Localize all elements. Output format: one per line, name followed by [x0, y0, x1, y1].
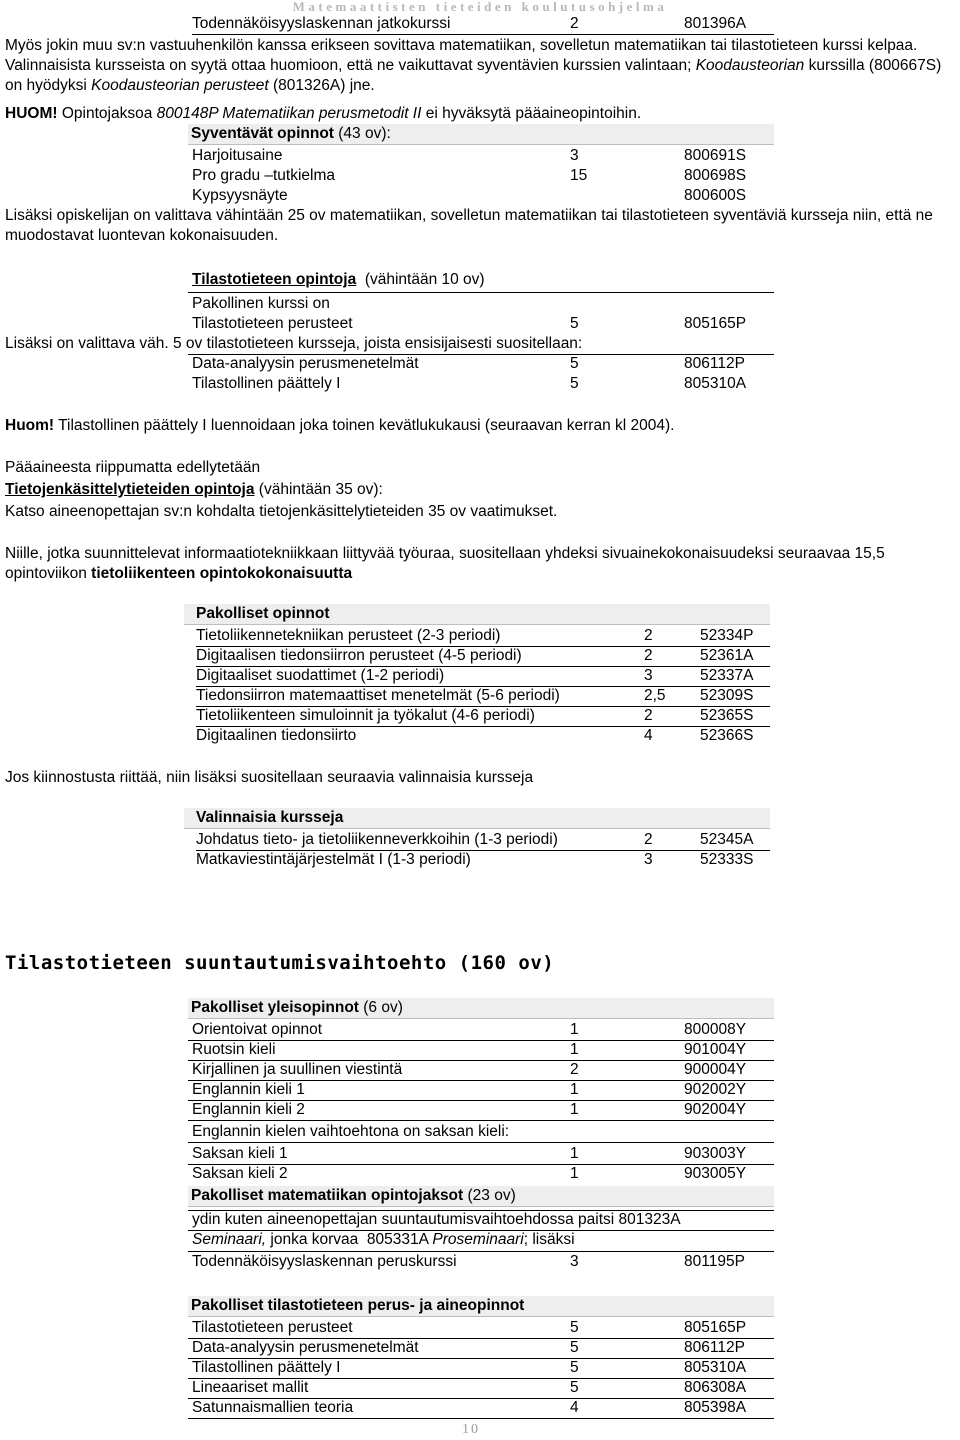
divider [188, 1060, 774, 1061]
course-name: Digitaalinen tiedonsiirto [196, 727, 357, 744]
course-code: 801396A [684, 15, 747, 32]
italic-text: Koodausteorian [695, 57, 805, 74]
paragraph-syventavat-note: Lisäksi opiskelijan on valittava vähintään 25 ov matematiikan, sovelletun matematiikan tai tilastotieteen syventäviä kursseja niin, että ne muodostavat luontevan kokonaisuuden. [5, 207, 933, 244]
course-code: 806112P [684, 355, 745, 372]
section-title-suffix: (6 ov) [358, 999, 403, 1016]
course-name: Digitaalisen tiedonsiirron perusteet (4-5 periodi) [196, 647, 522, 664]
table-row [192, 1100, 792, 1120]
section-title: Tilastotieteen opintoja [192, 271, 357, 288]
course-name: Tilastollinen päättely I [192, 375, 341, 392]
course-ov: 3 [644, 667, 653, 684]
divider [188, 1120, 774, 1121]
section-title-suffix: (vähintään 10 ov) [356, 271, 485, 288]
table-row [196, 830, 796, 850]
course-name: Data-analyysin perusmenetelmät [192, 1339, 419, 1356]
bold-text: Tietojenkäsittelytieteiden opintoja [5, 481, 255, 498]
table-row [192, 1020, 792, 1040]
course-code: 805165P [684, 1319, 747, 1336]
section-header-matematiikka [188, 1186, 774, 1207]
course-ov: 5 [570, 375, 579, 392]
course-ov: 1 [570, 1021, 579, 1038]
text: jonka korvaa 805331A [266, 1231, 433, 1248]
course-name: Satunnaismallien teoria [192, 1399, 354, 1416]
italic-text: Seminaari, [192, 1231, 267, 1248]
text-line: Englannin kielen vaihtoehtona on saksan kieli: [192, 1123, 510, 1140]
course-name: Todennäköisyyslaskennan jatkokurssi [192, 15, 451, 32]
divider [188, 1251, 774, 1252]
section-header-tilasto-aineopinnot [188, 1296, 774, 1317]
course-code: 903005Y [684, 1165, 747, 1182]
course-ov: 5 [570, 1379, 579, 1396]
text-line: Pääaineesta riippumatta edellytetään [5, 459, 261, 476]
section-header-yleisopinnot [188, 998, 774, 1019]
course-ov: 2 [644, 647, 653, 664]
course-code: 801195P [684, 1253, 745, 1270]
table-row [192, 186, 792, 206]
course-name: Tietoliikennetekniikan perusteet (2-3 periodi) [196, 627, 501, 644]
text-line: Katso aineenopettajan sv:n kohdalta tietojenkäsittelytieteiden 35 ov vaatimukset. [5, 503, 558, 520]
huom-label: HUOM! [5, 105, 58, 122]
divider [188, 1378, 774, 1379]
course-name: Tilastotieteen perusteet [192, 315, 353, 332]
course-name: Tiedonsiirron matemaattiset menetelmät (5-6 periodi) [196, 687, 560, 704]
course-name: Englannin kieli 1 [192, 1081, 305, 1098]
table-row [192, 1060, 792, 1080]
table-row [196, 646, 796, 666]
divider [196, 686, 770, 687]
course-code: 52309S [700, 687, 754, 704]
course-ov: 3 [570, 1253, 579, 1270]
course-row [192, 14, 792, 34]
course-code: 800600S [684, 187, 747, 204]
table-row [192, 314, 792, 334]
course-code: 52365S [700, 707, 754, 724]
course-ov: 4 [570, 1399, 579, 1416]
table-row [192, 1318, 792, 1338]
divider [188, 1210, 774, 1211]
text: ei hyväksytä pääaineopintoihin. [421, 105, 642, 122]
course-code: 52345A [700, 831, 754, 848]
divider [188, 1080, 774, 1081]
course-ov: 15 [570, 167, 588, 184]
course-ov: 4 [644, 727, 653, 744]
course-name: Saksan kieli 1 [192, 1145, 288, 1162]
italic-text: Proseminaari [432, 1231, 524, 1248]
course-ov: 1 [570, 1165, 579, 1182]
course-name: Kirjallinen ja suullinen viestintä [192, 1061, 403, 1078]
divider [188, 1142, 774, 1143]
course-code: 800698S [684, 167, 747, 184]
text: (vähintään 35 ov): [254, 481, 383, 498]
course-name: Digitaaliset suodattimet (1-2 periodi) [196, 667, 445, 684]
table-row [192, 1144, 792, 1164]
section-title-suffix: (23 ov) [463, 1187, 516, 1204]
divider [188, 292, 774, 293]
table-row [192, 1252, 792, 1272]
divider [196, 666, 770, 667]
page-number: 10 [462, 1422, 480, 1437]
italic-text: 800148P Matematiikan perusmetodit II [156, 105, 422, 122]
course-ov: 3 [570, 147, 579, 164]
page-header: Matemaattisten tieteiden koulutusohjelma [292, 0, 668, 14]
course-ov: 2 [570, 15, 579, 32]
section-title: Pakolliset matematiikan opintojaksot [191, 1187, 464, 1204]
divider [188, 1338, 774, 1339]
divider [188, 354, 774, 355]
paragraph-valinnaiset [5, 36, 955, 96]
divider [196, 646, 770, 647]
course-name: Pro gradu –tutkielma [192, 167, 336, 184]
course-name: Lineaariset mallit [192, 1379, 309, 1396]
huom-note [5, 416, 674, 436]
table-row [196, 850, 796, 870]
course-name: Englannin kieli 2 [192, 1101, 305, 1118]
course-code: 901004Y [684, 1041, 747, 1058]
divider [188, 1230, 774, 1231]
section-title: Pakolliset tilastotieteen perus- ja aineopinnot [191, 1297, 525, 1314]
text-line: Pakollinen kurssi on [192, 295, 330, 312]
table-row [192, 1080, 792, 1100]
course-ov: 2 [644, 707, 653, 724]
table-row [196, 626, 796, 646]
course-ov: 2 [644, 627, 653, 644]
course-ov: 1 [570, 1081, 579, 1098]
text-line: ydin kuten aineenopettajan suuntautumisvaihtoehdossa paitsi 801323A [192, 1211, 681, 1228]
course-ov: 1 [570, 1145, 579, 1162]
course-code: 805398A [684, 1399, 747, 1416]
italic-text: Koodausteorian perusteet [91, 77, 269, 94]
text-line: Jos kiinnostusta riittää, niin lisäksi suositellaan seuraavia valinnaisia kursseja [5, 769, 534, 786]
table-row [192, 354, 792, 374]
text: (801326A) jne. [268, 77, 375, 94]
course-name: Tietoliikenteen simuloinnit ja työkalut (4-6 periodi) [196, 707, 535, 724]
course-name: Ruotsin kieli [192, 1041, 276, 1058]
course-code: 902002Y [684, 1081, 747, 1098]
course-code: 903003Y [684, 1145, 747, 1162]
divider [188, 1164, 774, 1165]
table-row [192, 166, 792, 186]
text-line [5, 480, 383, 500]
table-row [192, 1040, 792, 1060]
course-code: 806112P [684, 1339, 745, 1356]
course-code: 52334P [700, 627, 754, 644]
table-row [196, 726, 796, 746]
huom-label: Huom! [5, 417, 55, 434]
bold-text: tietoliikenteen opintokokonaisuutta [91, 565, 353, 582]
course-name: Data-analyysin perusmenetelmät [192, 355, 419, 372]
course-ov: 1 [570, 1101, 579, 1118]
course-ov: 5 [570, 315, 579, 332]
table-row [192, 1164, 792, 1184]
divider [188, 1040, 774, 1041]
text: ; lisäksi [523, 1231, 575, 1248]
course-name: Johdatus tieto- ja tietoliikenneverkkoihin (1-3 periodi) [196, 831, 558, 848]
section-header-valinnaisia [184, 808, 770, 829]
divider [196, 726, 770, 727]
course-code: 805165P [684, 315, 747, 332]
table-row [196, 686, 796, 706]
divider [196, 706, 770, 707]
course-name: Saksan kieli 2 [192, 1165, 288, 1182]
course-ov: 2 [644, 831, 653, 848]
divider [188, 1418, 774, 1419]
course-name: Todennäköisyyslaskennan peruskurssi [192, 1253, 457, 1270]
course-ov: 2,5 [644, 687, 666, 704]
text: kurssilla (800667S) on hyödyksi [5, 57, 942, 94]
course-ov: 1 [570, 1041, 579, 1058]
huom-note [5, 104, 641, 124]
course-code: 52337A [700, 667, 754, 684]
table-row [192, 1338, 792, 1358]
text: Niille, jotka suunnittelevat informaatiotekniikkaan liittyvää työuraa, suositellaan yhdeksi sivuainekokonaisuudeksi seuraavaa 15,5 opintoviikon [5, 545, 885, 582]
course-ov: 5 [570, 355, 579, 372]
divider [188, 1100, 774, 1101]
course-name: Harjoitusaine [192, 147, 283, 164]
paragraph-tietoliikenne [5, 544, 955, 584]
section-title: Pakolliset yleisopinnot [191, 999, 359, 1016]
course-name: Tilastollinen päättely I [192, 1359, 341, 1376]
course-code: 900004Y [684, 1061, 747, 1078]
course-code: 806308A [684, 1379, 747, 1396]
course-code: 52366S [700, 727, 754, 744]
text-line: Lisäksi on valittava väh. 5 ov tilastotieteen kursseja, joista ensisijaisesti suositellaan: [5, 335, 583, 352]
course-ov: 2 [570, 1061, 579, 1078]
divider [192, 34, 774, 35]
table-row [192, 1358, 792, 1378]
section-header-pakolliset [184, 604, 770, 625]
table-row [192, 1378, 792, 1398]
course-name: Orientoivat opinnot [192, 1021, 323, 1038]
course-name: Tilastotieteen perusteet [192, 1319, 353, 1336]
text-line [192, 1230, 575, 1250]
course-ov: 3 [644, 851, 653, 868]
section-title: Syventävät opinnot [191, 125, 334, 142]
course-code: 52361A [700, 647, 754, 664]
text: Myös jokin muu sv:n vastuuhenkilön kanssa erikseen sovittava matematiikan, sovelletun matematiikan tai tilastotieteen kurssi kelpaa. Valinnaisista kursseista on syytä ottaa huomioon, että ne vaikuttavat syventävien kurssien valintaan; [5, 37, 918, 74]
course-code: 800691S [684, 147, 747, 164]
divider [188, 1358, 774, 1359]
text: Opintojaksoa [57, 105, 157, 122]
section-title: Valinnaisia kursseja [196, 809, 344, 826]
course-ov: 5 [570, 1359, 579, 1376]
course-name: Matkaviestintäjärjestelmät I (1-3 periodi) [196, 851, 471, 868]
course-code: 805310A [684, 1359, 747, 1376]
table-row [192, 146, 792, 166]
section-header-syventavat [188, 124, 774, 145]
table-row [192, 1398, 792, 1418]
table-row [192, 374, 792, 394]
section-title-suunta: Tilastotieteen suuntautumisvaihtoehto (160 ov) [5, 952, 555, 974]
course-name: Kypsyysnäyte [192, 187, 288, 204]
section-title: Pakolliset opinnot [196, 605, 330, 622]
course-code: 902004Y [684, 1101, 747, 1118]
course-code: 52333S [700, 851, 754, 868]
text: Tilastollinen päättely I luennoidaan joka toinen kevätlukukausi (seuraavan kerran kl 2004). [54, 417, 675, 434]
course-ov: 5 [570, 1339, 579, 1356]
divider [188, 1398, 774, 1399]
section-header-tilastotiede [192, 270, 485, 290]
course-code: 805310A [684, 375, 747, 392]
table-row [196, 666, 796, 686]
section-title-suffix: (43 ov): [333, 125, 391, 142]
course-ov: 5 [570, 1319, 579, 1336]
course-code: 800008Y [684, 1021, 747, 1038]
table-row [196, 706, 796, 726]
